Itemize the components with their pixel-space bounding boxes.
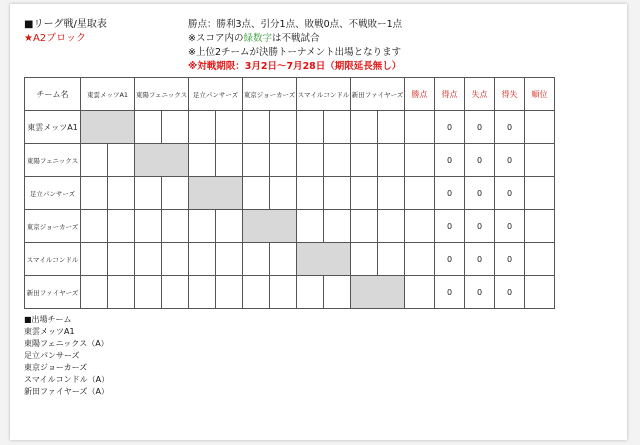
col-header-goals-for: 得点 (435, 78, 465, 111)
goal-diff-cell: 0 (495, 210, 525, 243)
goals-for-cell: 0 (435, 177, 465, 210)
score-cell (297, 210, 324, 243)
col-header-points: 勝点 (405, 78, 435, 111)
participants-list (24, 314, 109, 398)
col-header-team: スマイルコンドル (297, 78, 351, 111)
goals-for-cell: 0 (435, 111, 465, 144)
points-cell (405, 243, 435, 276)
score-cell (270, 177, 297, 210)
goals-for-cell: 0 (435, 144, 465, 177)
participant-item: スマイルコンドル（A） (24, 375, 110, 384)
col-header-team: 東陽フェニックス (135, 78, 189, 111)
document-page (10, 4, 627, 440)
self-match-cell (297, 243, 351, 276)
score-cell (243, 144, 270, 177)
score-cell (324, 144, 351, 177)
score-cell (135, 177, 162, 210)
score-cell (270, 111, 297, 144)
score-cell (270, 144, 297, 177)
row-team-name: 足立パンサーズ (25, 177, 81, 210)
score-cell (297, 144, 324, 177)
goals-against-cell: 0 (465, 243, 495, 276)
score-cell (297, 276, 324, 309)
forfeit-note (188, 32, 402, 46)
score-cell (189, 111, 216, 144)
goal-diff-cell: 0 (495, 276, 525, 309)
goals-for-cell: 0 (435, 276, 465, 309)
score-cell (243, 243, 270, 276)
self-match-cell (243, 210, 297, 243)
points-cell (405, 144, 435, 177)
score-cell (135, 210, 162, 243)
self-match-cell (135, 144, 189, 177)
row-team-name: 新田ファイヤーズ (25, 276, 81, 309)
score-cell (351, 243, 378, 276)
score-cell (108, 210, 135, 243)
score-cell (351, 144, 378, 177)
score-cell (324, 111, 351, 144)
score-cell (81, 177, 108, 210)
participant-item: 東雲メッツA1 (24, 327, 75, 336)
goals-for-cell: 0 (435, 210, 465, 243)
corner-header: チーム名 (25, 78, 81, 111)
rank-cell (525, 276, 555, 309)
table-header-row (25, 78, 555, 111)
score-cell (108, 276, 135, 309)
deadline-note: ※対戦期限：3月2日〜7月28日（期限延長無し） (188, 61, 402, 72)
rank-cell (525, 111, 555, 144)
forfeit-note-pre: ※スコア内の (188, 33, 244, 44)
row-team-name: 東陽フェニックス (25, 144, 81, 177)
table-row (25, 144, 555, 177)
score-cell (81, 210, 108, 243)
row-team-name: スマイルコンドル (25, 243, 81, 276)
self-match-cell (351, 276, 405, 309)
block-label: ★A2ブロック (24, 33, 86, 44)
league-table (24, 77, 555, 309)
table-row (25, 177, 555, 210)
goals-against-cell: 0 (465, 276, 495, 309)
rules-text (188, 18, 402, 74)
rank-cell (525, 243, 555, 276)
score-cell (189, 276, 216, 309)
score-cell (135, 243, 162, 276)
col-header-team: 足立パンサーズ (189, 78, 243, 111)
goal-diff-cell: 0 (495, 144, 525, 177)
score-cell (108, 144, 135, 177)
score-cell (270, 276, 297, 309)
score-cell (135, 276, 162, 309)
score-cell (162, 210, 189, 243)
score-cell (378, 111, 405, 144)
rank-cell (525, 144, 555, 177)
self-match-cell (81, 111, 135, 144)
row-team-name: 東雲メッツA1 (25, 111, 81, 144)
goals-for-cell: 0 (435, 243, 465, 276)
table-row (25, 243, 555, 276)
table-row (25, 276, 555, 309)
rank-cell (525, 177, 555, 210)
goal-diff-cell: 0 (495, 177, 525, 210)
score-cell (216, 111, 243, 144)
col-header-team: 東京ジョーカーズ (243, 78, 297, 111)
score-cell (351, 210, 378, 243)
col-header-rank: 順位 (525, 78, 555, 111)
score-cell (297, 177, 324, 210)
participant-item: 東京ジョーカーズ (24, 363, 88, 372)
score-cell (216, 210, 243, 243)
score-cell (351, 111, 378, 144)
score-cell (216, 243, 243, 276)
score-cell (81, 243, 108, 276)
points-cell (405, 276, 435, 309)
participant-item: 足立パンサーズ (24, 351, 80, 360)
advance-note: ※上位2チームが決勝トーナメント出場となります (188, 47, 402, 58)
score-cell (189, 210, 216, 243)
score-cell (81, 144, 108, 177)
col-header-team: 新田ファイヤーズ (351, 78, 405, 111)
score-cell (243, 111, 270, 144)
score-cell (243, 177, 270, 210)
score-cell (162, 177, 189, 210)
forfeit-note-post: は不戦試合 (271, 33, 320, 44)
goals-against-cell: 0 (465, 111, 495, 144)
points-cell (405, 210, 435, 243)
self-match-cell (189, 177, 243, 210)
score-cell (243, 276, 270, 309)
goals-against-cell: 0 (465, 144, 495, 177)
score-cell (162, 276, 189, 309)
goal-diff-cell: 0 (495, 243, 525, 276)
participant-item: 新田ファイヤーズ（A） (24, 387, 109, 396)
table-row (25, 210, 555, 243)
score-cell (324, 177, 351, 210)
score-cell (108, 243, 135, 276)
score-cell (270, 243, 297, 276)
row-team-name: 東京ジョーカーズ (25, 210, 81, 243)
points-cell (405, 111, 435, 144)
score-cell (378, 210, 405, 243)
goals-against-cell: 0 (465, 210, 495, 243)
rank-cell (525, 210, 555, 243)
header (24, 18, 107, 46)
goal-diff-cell: 0 (495, 111, 525, 144)
score-cell (324, 276, 351, 309)
score-cell (135, 111, 162, 144)
points-rule: 勝点：勝利3点、引分1点、敗戦0点、不戦敗ー1点 (188, 19, 403, 30)
score-cell (189, 144, 216, 177)
score-cell (216, 144, 243, 177)
score-cell (189, 243, 216, 276)
score-cell (108, 177, 135, 210)
participant-item: 東陽フェニックス（A） (24, 339, 109, 348)
col-header-goal-diff: 得失 (495, 78, 525, 111)
participants-heading: ■出場チーム (24, 315, 72, 324)
score-cell (378, 144, 405, 177)
col-header-goals-against: 失点 (465, 78, 495, 111)
score-cell (216, 276, 243, 309)
score-cell (81, 276, 108, 309)
page-title: ■リーグ戦/星取表 (24, 19, 107, 30)
col-header-team: 東雲メッツA1 (81, 78, 135, 111)
forfeit-note-green: 緑数字 (243, 33, 272, 44)
score-cell (378, 243, 405, 276)
goals-against-cell: 0 (465, 177, 495, 210)
points-cell (405, 177, 435, 210)
score-cell (297, 111, 324, 144)
score-cell (351, 177, 378, 210)
score-cell (162, 111, 189, 144)
score-cell (378, 177, 405, 210)
table-row (25, 111, 555, 144)
score-cell (162, 243, 189, 276)
score-cell (324, 210, 351, 243)
